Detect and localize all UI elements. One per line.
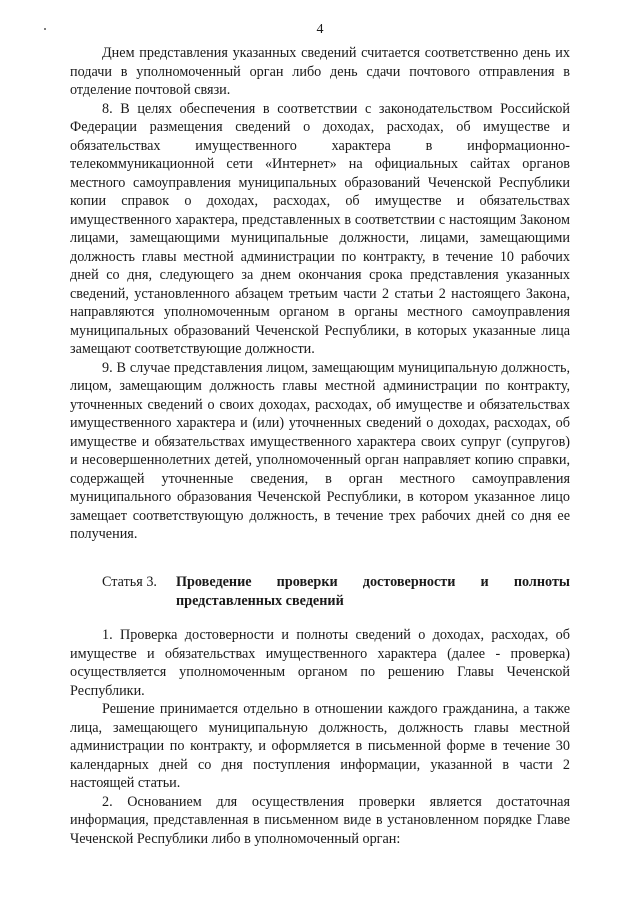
paragraph: Днем представления указанных сведений считается соответственно день их подачи в уполномоченный орган либо день сдачи почтового отправления в отделение почтовой связи. xyxy=(70,45,570,98)
article-label: Статья 3. xyxy=(102,574,157,590)
page-number: 4 xyxy=(316,22,324,37)
paragraph-item-8: 8. В целях обеспечения в соответствии с законодательством Российской Федерации размещения сведений о доходах, расходах, об имуществе и обязательствах имущественного характера в информационно-телекоммуникационной сети «Интернет» на официальных сайтах органов местного самоуправления муниципальных образований Чеченской Республики копии справок о доходах, расходах, об имуществе и обязательствах имущественного характера, представленных в соответствии с настоящим Законом лицами, замещающими муниципальные должности, лицами, замещающими должность главы местной администрации по контракту, в течение 10 рабочих дней со дня, следующего за днем окончания срока представления указанных сведений, установленного абзацем третьим части 2 статьи 2 настоящего Закона, направляются уполномоченным органом в органы местного самоуправления муниципальных образований Чеченской Республики, в которых указанные лица замещают соответствующие должности. xyxy=(70,100,570,357)
body-text-top xyxy=(70,44,570,544)
paragraph-item-1: 1. Проверка достоверности и полноты сведений о доходах, расходах, об имуществе и обязательствах имущественного характера (далее - проверка) осуществляется уполномоченным органом по решению Главы Чеченской Республики. xyxy=(70,627,570,699)
article-heading xyxy=(70,573,570,610)
body-text-bottom xyxy=(70,626,570,848)
paragraph: Решение принимается отдельно в отношении каждого гражданина, а также лица, замещающего муниципальную должность, должность главы местной администрации по контракту, и оформляется в письменной форме в течение 30 календарных дней со дня поступления информации, указанной в части 2 настоящей статьи. xyxy=(70,701,570,791)
paragraph-item-9: 9. В случае представления лицом, замещающим муниципальную должность, лицом, замещающим должность главы местной администрации по контракту, уточненных сведений о своих доходах, расходах, об имуществе и обязательствах имущественного характера и (или) уточненных сведений о доходах, расходах, об имуществе и обязательствах имущественного характера своих супруг (супругов) и несовершеннолетних детей, уполномоченный орган направляет копию справки, содержащей уточненные сведения, в орган местного самоуправления муниципального образования Чеченской Республики, в котором указанное лицо замещает соответствующую должность, в течение трех рабочих дней со дня ее получения. xyxy=(70,359,570,542)
paragraph-item-2: 2. Основанием для осуществления проверки является достаточная информация, представленная в письменном виде в установленном порядке Главе Чеченской Республики либо в уполномоченный орган: xyxy=(70,793,570,847)
article-title-line-1: Проведение проверки достоверности и полноты xyxy=(176,574,570,590)
article-title-line-2: представленных сведений xyxy=(176,592,344,609)
